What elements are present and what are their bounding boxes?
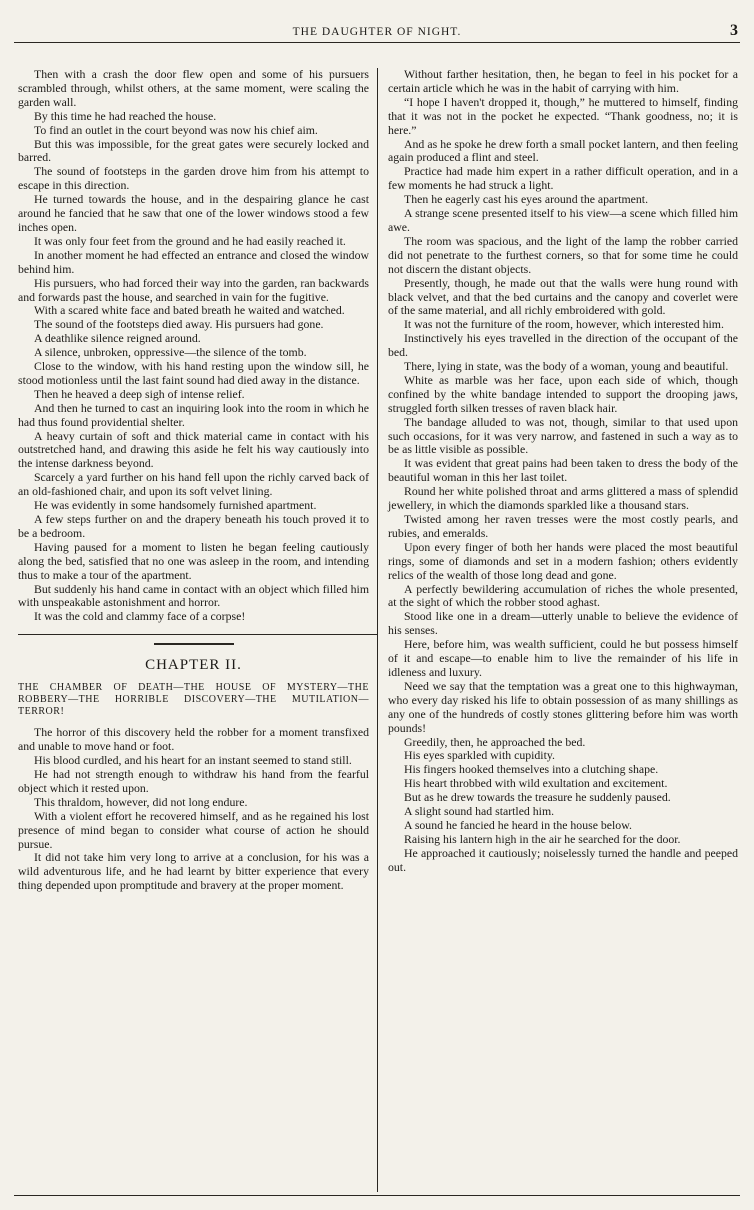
right-column xyxy=(378,68,738,1192)
paragraph: Round her white polished throat and arms glittered a mass of splendid jewellery, in which the diamonds sparkled like a thousand stars. xyxy=(388,484,738,513)
paragraph: Then with a crash the door flew open and some of his pursuers scrambled through, whilst others, at the same moment, were scaling the garden wall. xyxy=(18,68,369,109)
paragraph: A strange scene presented itself to his view—a scene which filled him awe. xyxy=(388,206,738,234)
paragraph: He turned towards the house, and in the despairing glance he cast around he fancied that he saw that one of the lower windows stood a few inches open. xyxy=(18,192,369,234)
paragraph: To find an outlet in the court beyond was now his chief aim. xyxy=(34,122,318,137)
paragraph: Scarcely a yard further on his hand fell upon the richly carved back of an old-fashioned chair, and upon its soft velvet lining. xyxy=(18,470,369,499)
paragraph: He had not strength enough to withdraw his hand from the fearful object which it rested upon. xyxy=(18,766,369,795)
paragraph: It was the cold and clammy face of a corpse! xyxy=(34,609,246,624)
paragraph: White as marble was her face, upon each side of which, though confined by the white bandage intended to support the drooping jaws, struggled forth silken tresses of raven black hair. xyxy=(388,372,738,415)
paragraph: His eyes sparkled with cupidity. xyxy=(404,748,555,763)
bottom-rule xyxy=(14,1195,740,1196)
paragraph: A few steps further on and the drapery beneath his touch proved it to be a bedroom. xyxy=(18,512,369,540)
paragraph: The sound of the footsteps died away. His pursuers had gone. xyxy=(34,317,324,332)
paragraph: A slight sound had startled him. xyxy=(404,804,555,819)
paragraph: A silence, unbroken, oppressive—the silence of the tomb. xyxy=(34,345,307,360)
paragraph: Need we say that the temptation was a great one to this highwayman, who every day risked his life to obtain possession of as many shillings as any one of the hundreds of costly stones glittering before him was worth pounds! xyxy=(388,678,738,735)
paragraph: Instinctively his eyes travelled in the direction of the occupant of the bed. xyxy=(388,331,738,360)
paragraph: This thraldom, however, did not long endure. xyxy=(34,794,248,809)
page-number: 3 xyxy=(730,22,738,39)
columns xyxy=(18,68,738,1192)
chapter-ornament-rule xyxy=(154,643,234,645)
page-header xyxy=(14,8,740,43)
paragraph: With a scared white face and bated breath he waited and watched. xyxy=(34,303,345,318)
paragraph: He approached it cautiously; noiselessly turned the handle and peeped out. xyxy=(388,845,738,874)
paragraph: He was evidently in some handsomely furnished apartment. xyxy=(34,498,317,513)
paragraph: “I hope I haven't dropped it, though,” he muttered to himself, finding that it was not in the pocket he expected. “Thank goodness, no; it is here.” xyxy=(388,94,738,137)
paragraph: Here, before him, was wealth sufficient, could he but possess himself of it and escape—to enable him to live the remainder of his life in idleness and luxury. xyxy=(388,637,738,679)
paragraph: Raising his lantern high in the air he searched for the door. xyxy=(404,831,681,846)
paragraph: In another moment he had effected an entrance and closed the window behind him. xyxy=(18,247,369,276)
paragraph: Stood like one in a dream—utterly unable to believe the evidence of his senses. xyxy=(388,609,738,638)
paragraph: The sound of footsteps in the garden drove him from his attempt to escape in this direction. xyxy=(18,164,369,193)
chapter-title: CHAPTER II. xyxy=(145,657,242,674)
paragraph: It was evident that great pains had been taken to dress the body of the beautiful woman in this her last toilet. xyxy=(388,456,738,485)
paragraph: A perfectly bewildering accumulation of riches the whole presented, at the sight of which the robber stood aghast. xyxy=(388,581,738,610)
paragraph: There, lying in state, was the body of a woman, young and beautiful. xyxy=(404,359,729,374)
paragraph: Having paused for a moment to listen he began feeling cautiously along the bed, satisfied that no one was asleep in the room, and intending thus to make a tour of the apartment. xyxy=(18,539,369,582)
chapter-summary: THE CHAMBER OF DEATH—THE HOUSE OF MYSTERY—THE ROBBERY—THE HORRIBLE DISCOVERY—THE MUTILATION—TERROR! xyxy=(18,682,369,718)
section-divider xyxy=(18,634,377,635)
paragraph: A deathlike silence reigned around. xyxy=(34,331,201,346)
paragraph: Presently, though, he made out that the walls were hung round with black velvet, and that the bed curtains and the canopy and coverlet were of the same material, and all richly embroidered with gold. xyxy=(388,275,738,318)
paragraph: And then he turned to cast an inquiring look into the room in which he had thus found providential shelter. xyxy=(18,400,369,429)
left-column xyxy=(18,68,378,1192)
paragraph: Greedily, then, he approached the bed. xyxy=(404,734,586,749)
paragraph: The room was spacious, and the light of the lamp the robber carried did not penetrate to the furthest corners, so that for some time he could not discern the distant objects. xyxy=(388,233,738,276)
paragraph: His blood curdled, and his heart for an instant seemed to stand still. xyxy=(34,753,352,768)
running-title: THE DAUGHTER OF NIGHT. xyxy=(292,26,462,38)
right-text xyxy=(388,68,738,875)
paragraph: The bandage alluded to was not, though, similar to that used upon such occasions, for it was very narrow, and fastened in such a way as to be as little visible as possible. xyxy=(388,414,738,457)
paragraph: A heavy curtain of soft and thick material came in contact with his outstretched hand, and drawing this aside he felt his way cautiously into the intense darkness beyond. xyxy=(18,428,369,471)
paragraph: But this was impossible, for the great gates were securely locked and barred. xyxy=(18,136,369,165)
paragraph: And as he spoke he drew forth a small pocket lantern, and then feeling again produced a flint and steel. xyxy=(388,136,738,165)
paragraph: But suddenly his hand came in contact with an object which filled him with unspeakable astonishment and horror. xyxy=(18,581,369,610)
paragraph: Twisted among her raven tresses were the most costly pearls, and rubies, and emeralds. xyxy=(388,512,738,540)
paragraph: His fingers hooked themselves into a clutching shape. xyxy=(404,762,659,777)
paragraph: It did not take him very long to arrive at a conclusion, for his was a wild adventurous life, and he had learnt by bitter experience that every thing depended upon promptitude and bravery at the proper moment. xyxy=(18,850,369,893)
paragraph: His heart throbbed with wild exultation and excitement. xyxy=(404,776,668,791)
paragraph: A sound he fancied he heard in the house below. xyxy=(404,817,632,832)
paragraph: Close to the window, with his hand resting upon the window sill, he stood motionless until the last faint sound had died away in the distance. xyxy=(18,359,369,387)
paragraph: Without farther hesitation, then, he began to feel in his pocket for a certain article which he was in the habit of carrying with him. xyxy=(388,68,738,95)
paragraph: It was not the furniture of the room, however, which interested him. xyxy=(404,317,724,332)
paragraph: Upon every finger of both her hands were placed the most beautiful rings, some of diamonds and set in a modern fashion; others evidently relics of the wealth of those long dead and gone. xyxy=(388,539,738,582)
paragraph: The horror of this discovery held the robber for a moment transfixed and unable to move hand or foot. xyxy=(18,725,369,754)
paragraph: With a violent effort he recovered himself, and as he regained his lost presence of mind began to consider what course of action he should pursue. xyxy=(18,808,369,851)
paragraph: By this time he had reached the house. xyxy=(34,108,217,123)
left-bottom-text xyxy=(18,726,369,893)
paragraph: Then he heaved a deep sigh of intense relief. xyxy=(34,386,245,401)
left-top-text xyxy=(18,68,369,624)
paragraph: His pursuers, who had forced their way into the garden, ran backwards and forwards past the house, and searched in vain for the fugitive. xyxy=(18,275,369,304)
paragraph: Then he eagerly cast his eyes around the apartment. xyxy=(404,192,649,207)
paragraph: Practice had made him expert in a rather difficult operation, and in a few moments he had struck a light. xyxy=(388,164,738,193)
paragraph: It was only four feet from the ground and he had easily reached it. xyxy=(34,233,346,248)
paragraph: But as he drew towards the treasure he suddenly paused. xyxy=(404,790,671,805)
